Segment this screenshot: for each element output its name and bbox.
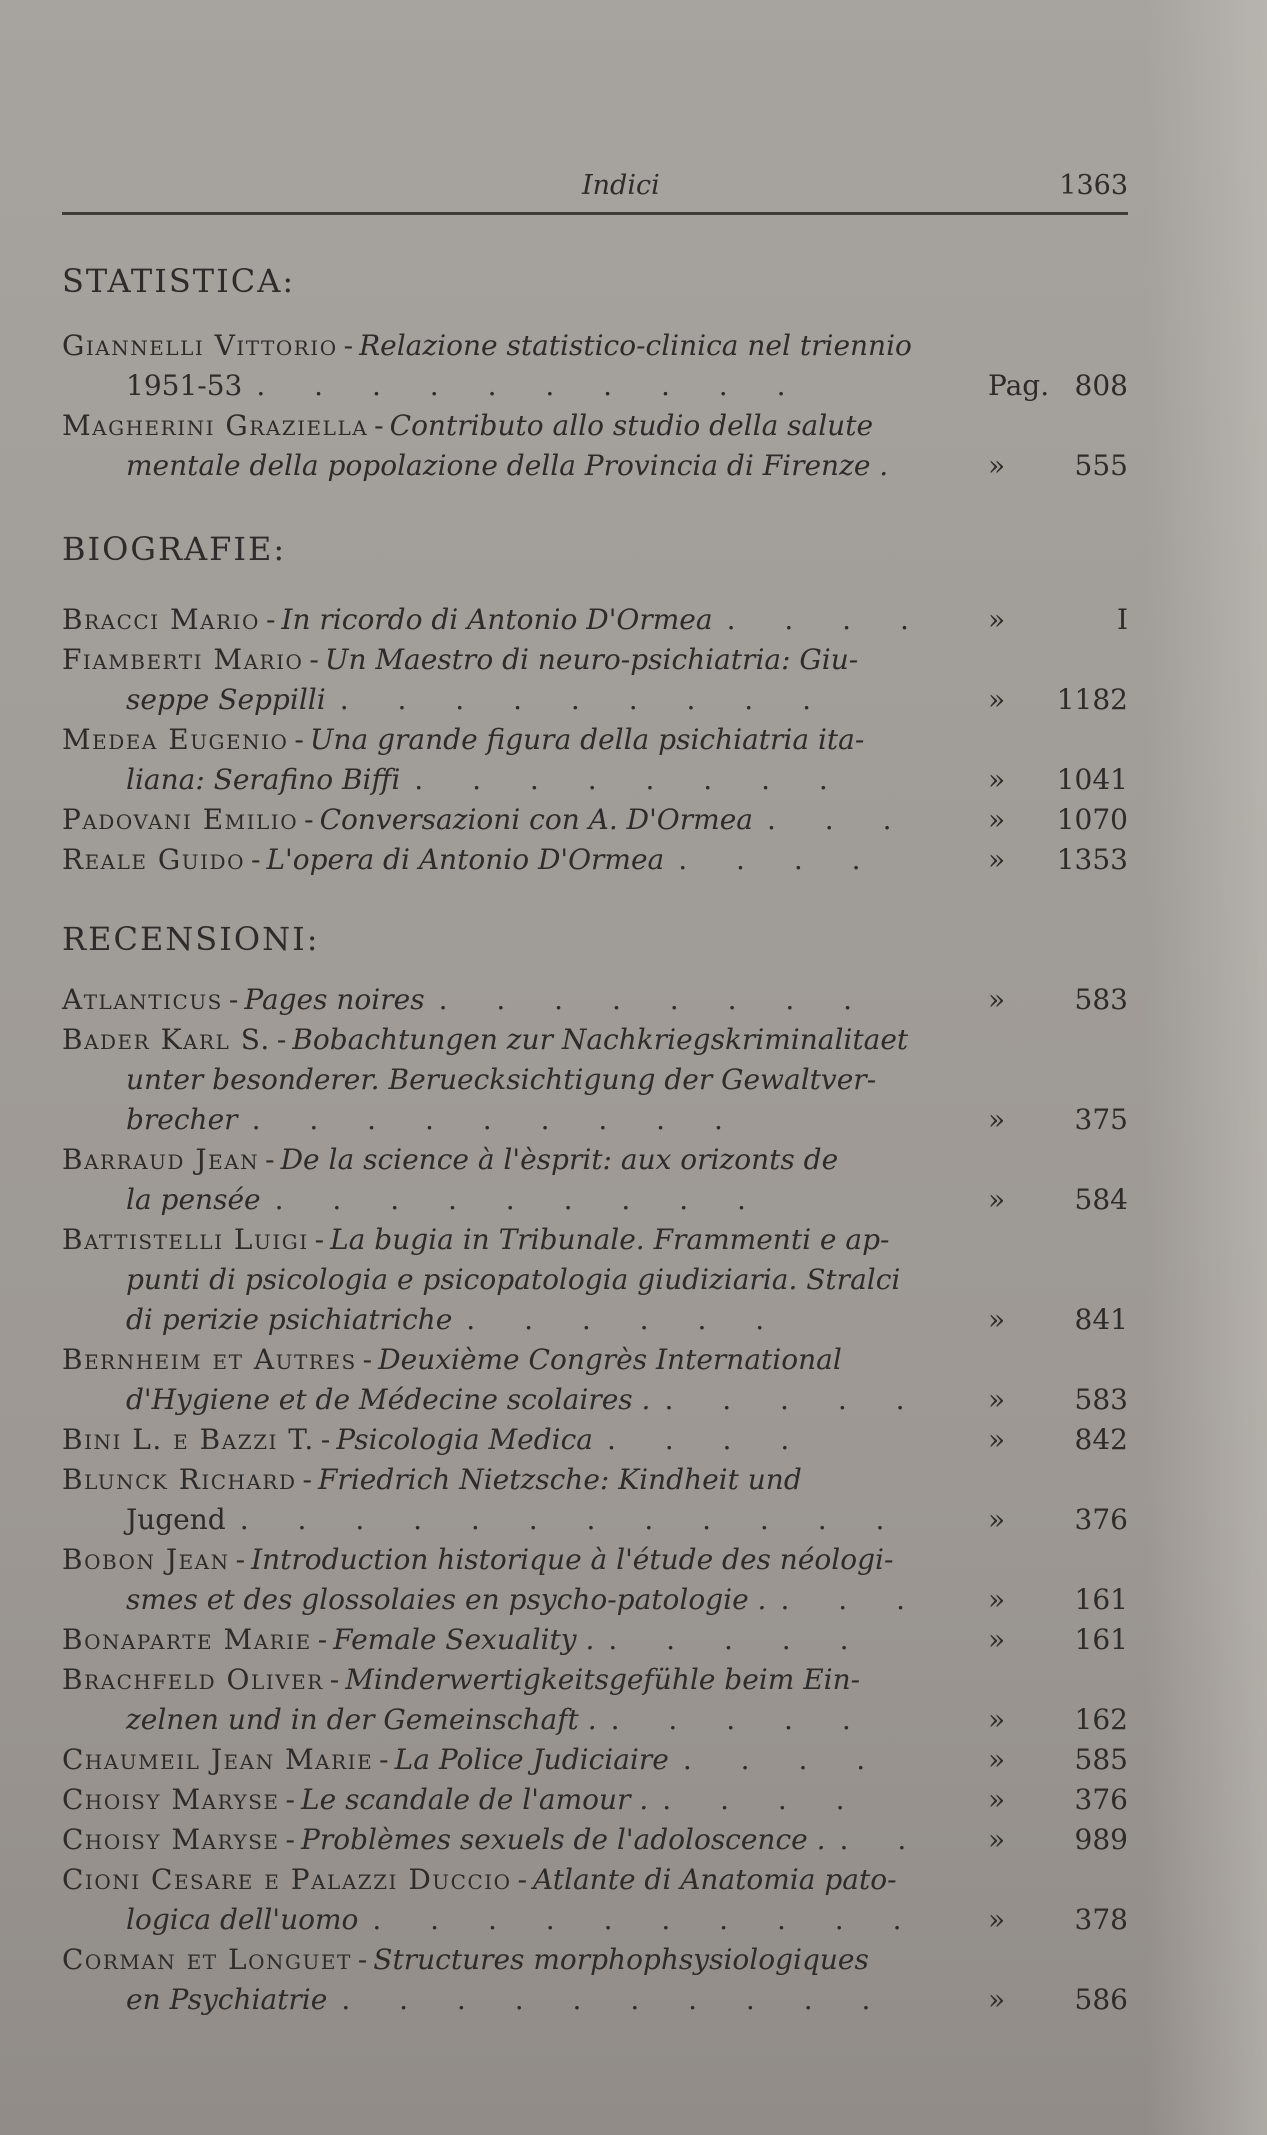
entry-leader-dots: . . . . . . . . xyxy=(438,983,873,1016)
entry-title: Introduction historique à l'étude des néologi- xyxy=(251,1543,894,1576)
entry-page-ref xyxy=(988,1380,1128,1420)
entry-separator: - xyxy=(517,1863,528,1896)
entry-text: Jugend xyxy=(126,1503,226,1536)
entry-separator: - xyxy=(320,1423,331,1456)
header-title: Indici xyxy=(582,170,660,201)
entry-leader-dots: . . . . . xyxy=(664,1383,925,1416)
entry-separator: - xyxy=(314,1223,325,1256)
entry-separator: - xyxy=(265,1143,275,1176)
entry-author: Padovani Emilio xyxy=(62,803,299,836)
entry-title: Minderwertigkeitsgefühle beim Ein- xyxy=(345,1663,861,1696)
index-entry xyxy=(62,980,1128,1020)
page-shadow xyxy=(1147,0,1267,2135)
entry-page-ref xyxy=(988,1500,1128,1540)
entry-pag-label: » xyxy=(988,1583,1006,1616)
entry-title: Un Maestro di neuro-psichiatria: Giu- xyxy=(324,643,859,676)
index-entry xyxy=(62,840,1128,880)
entry-page-ref xyxy=(988,1180,1128,1220)
entry-pag-label: » xyxy=(988,843,1006,876)
entry-page-number: 378 xyxy=(1074,1903,1128,1936)
index-entry xyxy=(62,1020,1128,1140)
entry-pag-label: » xyxy=(988,1503,1006,1536)
entry-title: La Police Judiciaire xyxy=(394,1743,669,1776)
entry-leader-dots: . . . . . . . . . xyxy=(251,1103,743,1136)
entry-author: Atlanticus xyxy=(62,983,223,1016)
entry-separator: - xyxy=(285,1823,295,1856)
entry-page-number: 161 xyxy=(1074,1623,1128,1656)
entry-pag-label: » xyxy=(988,1383,1006,1416)
section-heading-recensioni: RECENSIONI: xyxy=(62,920,320,958)
entry-title: L'opera di Antonio D'Ormea xyxy=(266,843,665,876)
entry-title: Le scandale de l'amour . xyxy=(301,1783,649,1816)
section-heading-statistica: STATISTICA: xyxy=(62,262,296,300)
entry-author: Bernheim et Autres xyxy=(62,1343,357,1376)
index-entry xyxy=(62,1660,1128,1740)
entry-title-continued: logica dell'uomo xyxy=(126,1903,359,1936)
entry-page-number: 584 xyxy=(1074,1183,1128,1216)
entry-leader-dots: . . . . xyxy=(678,843,881,876)
entry-title-continued: liana: Serafino Biffi xyxy=(126,763,401,796)
entry-author: Brachfeld Oliver xyxy=(62,1663,324,1696)
entry-title-continued: smes et des glossolaies en psycho-patologie . xyxy=(126,1583,767,1616)
entry-separator: - xyxy=(309,643,319,676)
entry-title-continued: zelnen und in der Gemeinschaft . xyxy=(126,1703,597,1736)
entry-pag-label: » xyxy=(988,603,1006,636)
entry-pag-label: » xyxy=(988,1303,1006,1336)
entry-page-ref xyxy=(988,980,1128,1020)
index-entry xyxy=(62,600,1128,640)
entry-pag-label: » xyxy=(988,1183,1006,1216)
entry-page-number: 585 xyxy=(1074,1743,1128,1776)
entry-author: Chaumeil Jean Marie xyxy=(62,1743,374,1776)
entry-pag-label: » xyxy=(988,1983,1006,2016)
entry-title-continued: di perizie psichiatriche xyxy=(126,1303,453,1336)
entry-page-number: 583 xyxy=(1074,1383,1128,1416)
entry-page-number: 375 xyxy=(1074,1103,1128,1136)
entry-separator: - xyxy=(343,329,354,362)
entry-leader-dots: . . . . xyxy=(726,603,929,636)
entry-title-continued: d'Hygiene et de Médecine scolaires . xyxy=(126,1383,651,1416)
entry-title-continued: la pensée xyxy=(126,1183,261,1216)
entry-page-ref xyxy=(988,1820,1128,1860)
entry-page-ref xyxy=(988,1420,1128,1460)
index-entry xyxy=(62,640,1128,720)
entry-leader-dots: . . . . . . . . . . xyxy=(372,1903,922,1936)
header-page-number: 1363 xyxy=(1059,170,1128,201)
entry-author: Choisy Maryse xyxy=(62,1783,280,1816)
entry-page-ref xyxy=(988,1100,1128,1140)
entry-page-number: 1182 xyxy=(1056,683,1128,716)
entry-separator: - xyxy=(362,1343,373,1376)
index-entry xyxy=(62,326,1128,406)
entry-title: La bugia in Tribunale. Frammenti e ap- xyxy=(330,1223,890,1256)
entry-author: Choisy Maryse xyxy=(62,1823,280,1856)
running-header xyxy=(62,170,1128,210)
entry-author: Giannelli Vittorio xyxy=(62,329,338,362)
entry-leader-dots: . . . . . . . . . xyxy=(274,1183,766,1216)
entry-pag-label: » xyxy=(988,1623,1006,1656)
entry-leader-dots: . . . . . xyxy=(608,1623,869,1656)
entry-author: Magherini Graziella xyxy=(62,409,369,442)
index-entry xyxy=(62,1140,1128,1220)
index-entry xyxy=(62,1420,1128,1460)
entry-author: Bracci Mario xyxy=(62,603,260,636)
entry-leader-dots: . . . . . . . . . . xyxy=(256,369,806,402)
entry-title-continued: seppe Seppilli xyxy=(126,683,326,716)
entry-pag-label: » xyxy=(988,1903,1006,1936)
entry-author: Bini L. e Bazzi T. xyxy=(62,1423,315,1456)
entry-leader-dots: . . . . . . . . . xyxy=(339,683,831,716)
entry-author: Bonaparte Marie xyxy=(62,1623,312,1656)
index-entry xyxy=(62,1620,1128,1660)
entry-separator: - xyxy=(265,603,276,636)
entry-pag-label: » xyxy=(988,1103,1006,1136)
entry-leader-dots: . . . . . . . . xyxy=(414,763,848,796)
section-heading-biografie: BIOGRAFIE: xyxy=(62,530,287,568)
entry-author: Cioni Cesare e Palazzi Duccio xyxy=(62,1863,512,1896)
entry-page-ref xyxy=(988,1580,1128,1620)
entry-page-ref xyxy=(988,1300,1128,1340)
entry-pag-label: » xyxy=(988,763,1006,796)
entry-separator: - xyxy=(304,803,314,836)
index-entry xyxy=(62,1860,1128,1940)
entry-page-number: 842 xyxy=(1074,1423,1128,1456)
entry-pag-label: » xyxy=(988,1823,1006,1856)
entry-separator: - xyxy=(302,1463,312,1496)
entry-separator: - xyxy=(317,1623,328,1656)
entry-page-number: 841 xyxy=(1074,1303,1128,1336)
entry-page-ref xyxy=(988,1700,1128,1740)
entry-pag-label: » xyxy=(988,983,1006,1016)
entry-separator: - xyxy=(235,1543,246,1576)
entry-title-continued: unter besonderer. Beruecksichtigung der Gewaltver- xyxy=(126,1063,877,1096)
header-rule xyxy=(62,212,1128,215)
entry-title: Conversazioni con A. D'Ormea xyxy=(319,803,753,836)
index-entry xyxy=(62,720,1128,800)
entry-pag-label: » xyxy=(988,1703,1006,1736)
entry-title: Psicologia Medica xyxy=(336,1423,593,1456)
index-entry xyxy=(62,1220,1128,1340)
index-entry xyxy=(62,1740,1128,1780)
entry-title: In ricordo di Antonio D'Ormea xyxy=(281,603,713,636)
index-entry xyxy=(62,1340,1128,1420)
entry-separator: - xyxy=(276,1023,287,1056)
entry-page-ref xyxy=(988,680,1128,720)
entry-leader-dots: . . xyxy=(839,1823,927,1856)
entry-page-number: 1041 xyxy=(1056,763,1128,796)
entry-page-ref xyxy=(988,1740,1128,1780)
index-entry xyxy=(62,1540,1128,1620)
entry-page-number: 555 xyxy=(1074,449,1128,482)
entry-title-continued: brecher xyxy=(126,1103,238,1136)
entry-pag-label: » xyxy=(988,1743,1006,1776)
entry-page-ref xyxy=(988,760,1128,800)
entry-separator: - xyxy=(379,1743,389,1776)
entry-author: Corman et Longuet xyxy=(62,1943,352,1976)
entry-author: Barraud Jean xyxy=(62,1143,260,1176)
entry-page-number: I xyxy=(1116,603,1128,636)
entry-author: Battistelli Luigi xyxy=(62,1223,309,1256)
entry-author: Reale Guido xyxy=(62,843,245,876)
entry-pag-label: Pag. xyxy=(988,369,1050,402)
entry-separator: - xyxy=(285,1783,295,1816)
entry-title: Relazione statistico-clinica nel triennio xyxy=(359,329,912,362)
entry-pag-label: » xyxy=(988,449,1006,482)
entry-separator: - xyxy=(374,409,384,442)
entry-leader-dots: . . . . xyxy=(682,1743,886,1776)
index-entry xyxy=(62,406,1128,486)
entry-leader-dots: . . . . . . . . . . . . xyxy=(239,1503,905,1536)
entry-author: Medea Eugenio xyxy=(62,723,289,756)
entry-page-ref xyxy=(988,840,1128,880)
entry-title: Una grande figura della psichiatria ita- xyxy=(309,723,865,756)
entry-title: Bobachtungen zur Nachkriegskriminalitaet xyxy=(292,1023,909,1056)
entry-page-ref xyxy=(988,1900,1128,1940)
entry-page-number: 808 xyxy=(1074,369,1128,402)
index-entry xyxy=(62,1940,1128,2020)
entry-title: Deuxième Congrès International xyxy=(378,1343,842,1376)
entry-title: Problèmes sexuels de l'adoloscence . xyxy=(301,1823,826,1856)
entry-title: De la science à l'èsprit: aux orizonts de xyxy=(280,1143,839,1176)
entry-page-number: 1070 xyxy=(1056,803,1128,836)
entry-text: 1951-53 xyxy=(126,369,243,402)
entry-page-number: 989 xyxy=(1074,1823,1128,1856)
entry-leader-dots: . . . xyxy=(780,1583,925,1616)
entry-title: Atlante di Anatomia pato- xyxy=(533,1863,897,1896)
entry-page-number: 583 xyxy=(1074,983,1128,1016)
entry-author: Bader Karl S. xyxy=(62,1023,271,1056)
index-entry xyxy=(62,1820,1128,1860)
entry-separator: - xyxy=(250,843,261,876)
entry-title-continued: punti di psicologia e psicopatologia giudiziaria. Stralci xyxy=(126,1263,901,1296)
entry-title: Pages noires xyxy=(244,983,425,1016)
index-entry xyxy=(62,1460,1128,1540)
entry-separator: - xyxy=(329,1663,340,1696)
entry-separator: - xyxy=(357,1943,368,1976)
entry-leader-dots: . . . . . . . . . . xyxy=(341,1983,891,2016)
entry-page-ref xyxy=(988,366,1128,406)
entry-leader-dots: . . . . xyxy=(662,1783,865,1816)
entry-separator: - xyxy=(294,723,304,756)
entry-page-ref xyxy=(988,1620,1128,1660)
entry-author: Blunck Richard xyxy=(62,1463,297,1496)
entry-title-continued: en Psychiatrie xyxy=(126,1983,328,2016)
entry-page-ref xyxy=(988,800,1128,840)
entry-title: Contributo allo studio della salute xyxy=(389,409,874,442)
entry-page-ref xyxy=(988,600,1128,640)
entry-page-ref xyxy=(988,446,1128,486)
entry-page-number: 376 xyxy=(1074,1503,1128,1536)
entry-leader-dots: . . . . xyxy=(606,1423,810,1456)
index-entry xyxy=(62,1780,1128,1820)
entry-pag-label: » xyxy=(988,1423,1006,1456)
entry-title-continued: mentale della popolazione della Provincia di Firenze . xyxy=(126,449,889,482)
entry-pag-label: » xyxy=(988,683,1006,716)
entry-leader-dots: . . . . . . xyxy=(466,1303,785,1336)
entry-separator: - xyxy=(228,983,239,1016)
entry-leader-dots: . . . . . xyxy=(610,1703,871,1736)
entry-page-number: 376 xyxy=(1074,1783,1128,1816)
entry-page-number: 161 xyxy=(1074,1583,1128,1616)
entry-title: Female Sexuality . xyxy=(333,1623,595,1656)
entry-title: Structures morphophsysiologiques xyxy=(373,1943,869,1976)
entry-page-number: 586 xyxy=(1074,1983,1128,2016)
entry-pag-label: » xyxy=(988,1783,1006,1816)
entry-author: Bobon Jean xyxy=(62,1543,230,1576)
entry-pag-label: » xyxy=(988,803,1006,836)
entry-page-number: 1353 xyxy=(1056,843,1128,876)
entry-leader-dots: . . . xyxy=(766,803,912,836)
index-entry xyxy=(62,800,1128,840)
entry-page-ref xyxy=(988,1980,1128,2020)
entry-page-number: 162 xyxy=(1074,1703,1128,1736)
entry-page-ref xyxy=(988,1780,1128,1820)
entry-title: Friedrich Nietzsche: Kindheit und xyxy=(318,1463,802,1496)
entry-author: Fiamberti Mario xyxy=(62,643,304,676)
